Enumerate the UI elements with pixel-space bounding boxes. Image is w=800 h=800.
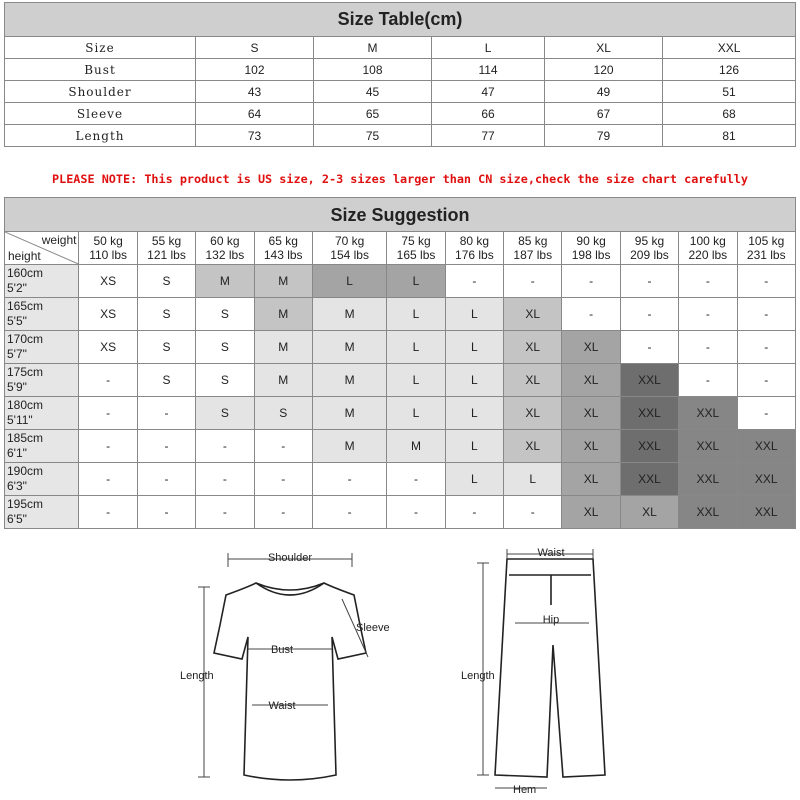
weight-kg: 75 kg <box>401 234 431 248</box>
size-note: PLEASE NOTE: This product is US size, 2-3 sizes larger than CN size,check the size chart carefully <box>51 172 749 186</box>
tshirt-waist-label: Waist <box>268 700 296 712</box>
size-suggestion-cell: M <box>196 265 254 298</box>
size-suggestion-cell: - <box>79 430 137 463</box>
size-suggestion-cell: - <box>79 397 137 430</box>
size-table-cell: 73 <box>196 125 314 147</box>
size-suggestion-cell: - <box>737 265 796 298</box>
size-table-cell: 102 <box>196 59 314 81</box>
size-suggestion-cell: XL <box>562 364 620 397</box>
size-suggestion-cell: - <box>679 298 737 331</box>
size-suggestion-body <box>5 265 796 529</box>
size-suggestion-cell: M <box>312 364 386 397</box>
size-suggestion-cell: S <box>196 331 254 364</box>
size-suggestion-cell: - <box>196 496 254 529</box>
weight-header <box>387 232 445 265</box>
height-ft: 5'11" <box>7 413 33 427</box>
size-table-cell: XXL <box>663 37 796 59</box>
size-suggestion-cell: XL <box>620 496 678 529</box>
weight-kg: 65 kg <box>268 234 298 248</box>
size-table-cell: 47 <box>432 81 545 103</box>
size-table-cell: 67 <box>545 103 663 125</box>
height-cm: 190cm <box>7 464 44 478</box>
size-suggestion-cell: XXL <box>620 463 678 496</box>
size-suggestion-cell: XL <box>504 364 562 397</box>
size-suggestion-cell: S <box>137 265 195 298</box>
size-table-cell: 75 <box>314 125 432 147</box>
size-suggestion-cell: XL <box>562 331 620 364</box>
corner-weight-label: weight <box>41 233 77 247</box>
size-suggestion-cell: - <box>137 496 195 529</box>
size-suggestion-cell: - <box>620 265 678 298</box>
size-table-cell: S <box>196 37 314 59</box>
weight-header-row <box>5 232 796 265</box>
size-suggestion-cell: S <box>196 364 254 397</box>
size-suggestion-cell: - <box>737 298 796 331</box>
size-suggestion-cell: XS <box>79 265 137 298</box>
size-table-cell: 51 <box>663 81 796 103</box>
pants-hip-label: Hip <box>542 614 560 626</box>
weight-header <box>137 232 195 265</box>
size-table-cell: M <box>314 37 432 59</box>
weight-header <box>445 232 503 265</box>
size-suggestion-cell: L <box>387 397 445 430</box>
size-suggestion-cell: XXL <box>679 463 737 496</box>
size-table-cell: 49 <box>545 81 663 103</box>
size-table-row-label: Size <box>5 37 196 59</box>
size-table-cell: 81 <box>663 125 796 147</box>
size-table-cell: 45 <box>314 81 432 103</box>
height-cm: 175cm <box>7 365 44 379</box>
size-suggestion-cell: L <box>387 265 445 298</box>
size-suggestion-cell: XXL <box>679 496 737 529</box>
size-suggestion-cell: L <box>387 298 445 331</box>
weight-lbs: 110 lbs <box>89 248 128 262</box>
weight-kg: 90 kg <box>576 234 606 248</box>
height-ft: 5'9" <box>7 380 27 394</box>
size-table-cell: 66 <box>432 103 545 125</box>
size-suggestion-cell: XS <box>79 298 137 331</box>
size-table-row <box>5 59 796 81</box>
size-suggestion-cell: L <box>504 463 562 496</box>
size-suggestion-cell: - <box>620 298 678 331</box>
size-suggestion-cell: - <box>254 430 312 463</box>
size-suggestion-table <box>4 197 796 529</box>
size-suggestion-cell: - <box>504 265 562 298</box>
weight-kg: 50 kg <box>93 234 123 248</box>
size-table-cell: 64 <box>196 103 314 125</box>
tshirt-bust-label: Bust <box>270 644 294 656</box>
size-suggestion-cell: XL <box>504 397 562 430</box>
size-table-row-label: Bust <box>5 59 196 81</box>
height-row <box>5 430 796 463</box>
height-cm: 180cm <box>7 398 44 412</box>
height-ft: 5'2" <box>7 281 27 295</box>
size-suggestion-cell: - <box>312 463 386 496</box>
size-suggestion-cell: XL <box>504 298 562 331</box>
tshirt-sleeve-label: Sleeve <box>356 622 390 634</box>
height-ft: 5'7" <box>7 347 27 361</box>
size-suggestion-cell: XXL <box>620 397 678 430</box>
weight-lbs: 198 lbs <box>571 248 611 262</box>
weight-kg: 70 kg <box>334 234 365 248</box>
weight-header <box>562 232 620 265</box>
size-suggestion-cell: XL <box>504 430 562 463</box>
size-suggestion-cell: XL <box>562 463 620 496</box>
size-table-row <box>5 125 796 147</box>
weight-header <box>79 232 137 265</box>
height-cm: 195cm <box>7 497 44 511</box>
weight-header <box>196 232 254 265</box>
size-suggestion-cell: - <box>312 496 386 529</box>
size-suggestion-cell: S <box>196 397 254 430</box>
size-suggestion-cell: XL <box>562 397 620 430</box>
size-suggestion-title: Size Suggestion <box>5 198 796 232</box>
size-suggestion-cell: XL <box>562 430 620 463</box>
size-suggestion-cell: S <box>254 397 312 430</box>
size-table-cell: 79 <box>545 125 663 147</box>
size-table-cell: 43 <box>196 81 314 103</box>
height-ft: 6'3" <box>7 479 27 493</box>
size-table-cell: 114 <box>432 59 545 81</box>
weight-header <box>737 232 796 265</box>
size-suggestion-cell: - <box>79 364 137 397</box>
weight-lbs: 154 lbs <box>330 248 369 262</box>
size-table-cell: XL <box>545 37 663 59</box>
size-table-row <box>5 37 796 59</box>
size-suggestion-cell: - <box>737 331 796 364</box>
size-table-cell: 68 <box>663 103 796 125</box>
size-table-cell: L <box>432 37 545 59</box>
size-table-cell: 77 <box>432 125 545 147</box>
weight-header <box>620 232 678 265</box>
size-suggestion-cell: - <box>562 265 620 298</box>
size-suggestion-cell: - <box>196 430 254 463</box>
height-cm: 165cm <box>7 299 44 313</box>
size-table-row <box>5 103 796 125</box>
weight-header <box>254 232 312 265</box>
pants-length-label: Length <box>461 670 495 682</box>
weight-kg: 80 kg <box>459 234 490 248</box>
size-suggestion-cell: - <box>679 331 737 364</box>
size-suggestion-cell: - <box>254 496 312 529</box>
size-suggestion-cell: M <box>254 298 312 331</box>
size-suggestion-cell: XXL <box>737 430 796 463</box>
pants-waist-label: Waist <box>537 547 565 559</box>
height-ft: 6'1" <box>7 446 27 460</box>
size-table-body <box>5 37 796 147</box>
size-suggestion-cell: L <box>445 364 503 397</box>
height-row <box>5 364 796 397</box>
size-suggestion-cell: XXL <box>679 430 737 463</box>
size-table-row-label: Length <box>5 125 196 147</box>
pants-hem-label: Hem <box>513 784 537 796</box>
size-suggestion-cell: XXL <box>620 430 678 463</box>
size-suggestion-cell: XXL <box>737 463 796 496</box>
size-suggestion-cell: S <box>137 364 195 397</box>
height-header <box>5 265 79 298</box>
size-suggestion-cell: M <box>254 364 312 397</box>
weight-kg: 60 kg <box>210 234 240 248</box>
height-header <box>5 496 79 529</box>
size-suggestion-cell: M <box>312 331 386 364</box>
size-suggestion-cell: - <box>445 265 503 298</box>
size-suggestion-cell: L <box>445 430 503 463</box>
height-cm: 185cm <box>7 431 44 445</box>
weight-lbs: 231 lbs <box>746 248 786 262</box>
weight-kg: 95 kg <box>634 234 665 248</box>
size-table-cell: 126 <box>663 59 796 81</box>
size-suggestion-cell: - <box>737 397 796 430</box>
height-header <box>5 463 79 496</box>
height-row <box>5 265 796 298</box>
size-suggestion-cell: - <box>620 331 678 364</box>
weight-lbs: 143 lbs <box>263 248 303 262</box>
size-suggestion-cell: - <box>137 430 195 463</box>
size-suggestion-cell: L <box>387 331 445 364</box>
weight-lbs: 220 lbs <box>688 248 728 262</box>
weight-lbs: 187 lbs <box>513 248 553 262</box>
size-suggestion-cell: XXL <box>679 397 737 430</box>
size-suggestion-cell: - <box>79 496 137 529</box>
corner-height-label: height <box>8 249 41 263</box>
size-suggestion-cell: - <box>737 364 796 397</box>
size-suggestion-cell: XL <box>562 496 620 529</box>
weight-lbs: 209 lbs <box>630 248 669 262</box>
size-suggestion-cell: - <box>679 265 737 298</box>
pants-diagram <box>455 545 625 797</box>
height-row <box>5 463 796 496</box>
height-header <box>5 298 79 331</box>
height-cm: 170cm <box>7 332 44 346</box>
size-suggestion-cell: XXL <box>620 364 678 397</box>
size-table-row <box>5 81 796 103</box>
size-suggestion-cell: XXL <box>737 496 796 529</box>
weight-lbs: 132 lbs <box>205 248 245 262</box>
weight-kg: 55 kg <box>151 234 182 248</box>
size-suggestion-cell: L <box>445 397 503 430</box>
height-header <box>5 397 79 430</box>
size-suggestion-cell: M <box>312 397 386 430</box>
corner-cell <box>5 232 79 265</box>
size-table <box>4 2 796 147</box>
height-row <box>5 496 796 529</box>
weight-lbs: 165 lbs <box>396 248 436 262</box>
size-suggestion-cell: - <box>679 364 737 397</box>
size-table-cell: 120 <box>545 59 663 81</box>
size-table-title: Size Table(cm) <box>5 3 796 37</box>
tshirt-length-label: Length <box>180 670 214 682</box>
height-header <box>5 331 79 364</box>
size-table-cell: 65 <box>314 103 432 125</box>
size-suggestion-cell: XS <box>79 331 137 364</box>
size-suggestion-cell: L <box>387 364 445 397</box>
size-suggestion-cell: - <box>387 463 445 496</box>
size-suggestion-cell: M <box>254 265 312 298</box>
tshirt-diagram <box>170 545 410 785</box>
weight-header <box>679 232 737 265</box>
size-suggestion-cell: M <box>312 430 386 463</box>
size-suggestion-cell: - <box>562 298 620 331</box>
pants-outline <box>495 559 605 777</box>
size-table-cell: 108 <box>314 59 432 81</box>
size-suggestion-cell: - <box>137 463 195 496</box>
size-suggestion-cell: - <box>254 463 312 496</box>
tshirt-outline <box>214 583 366 780</box>
weight-header <box>312 232 386 265</box>
size-suggestion-cell: S <box>137 298 195 331</box>
weight-lbs: 176 lbs <box>455 248 494 262</box>
size-suggestion-cell: - <box>196 463 254 496</box>
height-row <box>5 331 796 364</box>
size-suggestion-cell: M <box>312 298 386 331</box>
size-suggestion-cell: - <box>79 463 137 496</box>
size-suggestion-cell: S <box>196 298 254 331</box>
height-header <box>5 364 79 397</box>
size-suggestion-cell: - <box>137 397 195 430</box>
size-suggestion-cell: S <box>137 331 195 364</box>
size-suggestion-cell: XL <box>504 331 562 364</box>
size-suggestion-cell: L <box>445 298 503 331</box>
size-suggestion-cell: L <box>445 331 503 364</box>
height-header <box>5 430 79 463</box>
size-suggestion-cell: - <box>445 496 503 529</box>
size-table-row-label: Shoulder <box>5 81 196 103</box>
height-ft: 6'5" <box>7 512 27 526</box>
size-suggestion-cell: L <box>445 463 503 496</box>
height-row <box>5 397 796 430</box>
height-ft: 5'5" <box>7 314 27 328</box>
weight-kg: 100 kg <box>689 234 726 248</box>
weight-lbs: 121 lbs <box>147 248 186 262</box>
height-row <box>5 298 796 331</box>
size-suggestion-cell: - <box>504 496 562 529</box>
size-suggestion-cell: L <box>312 265 386 298</box>
size-suggestion-cell: M <box>254 331 312 364</box>
size-suggestion-cell: - <box>387 496 445 529</box>
height-cm: 160cm <box>7 266 44 280</box>
size-table-row-label: Sleeve <box>5 103 196 125</box>
weight-kg: 85 kg <box>518 234 548 248</box>
weight-header <box>504 232 562 265</box>
tshirt-shoulder-label: Shoulder <box>267 552 313 564</box>
size-suggestion-cell: M <box>387 430 445 463</box>
weight-kg: 105 kg <box>748 234 785 248</box>
